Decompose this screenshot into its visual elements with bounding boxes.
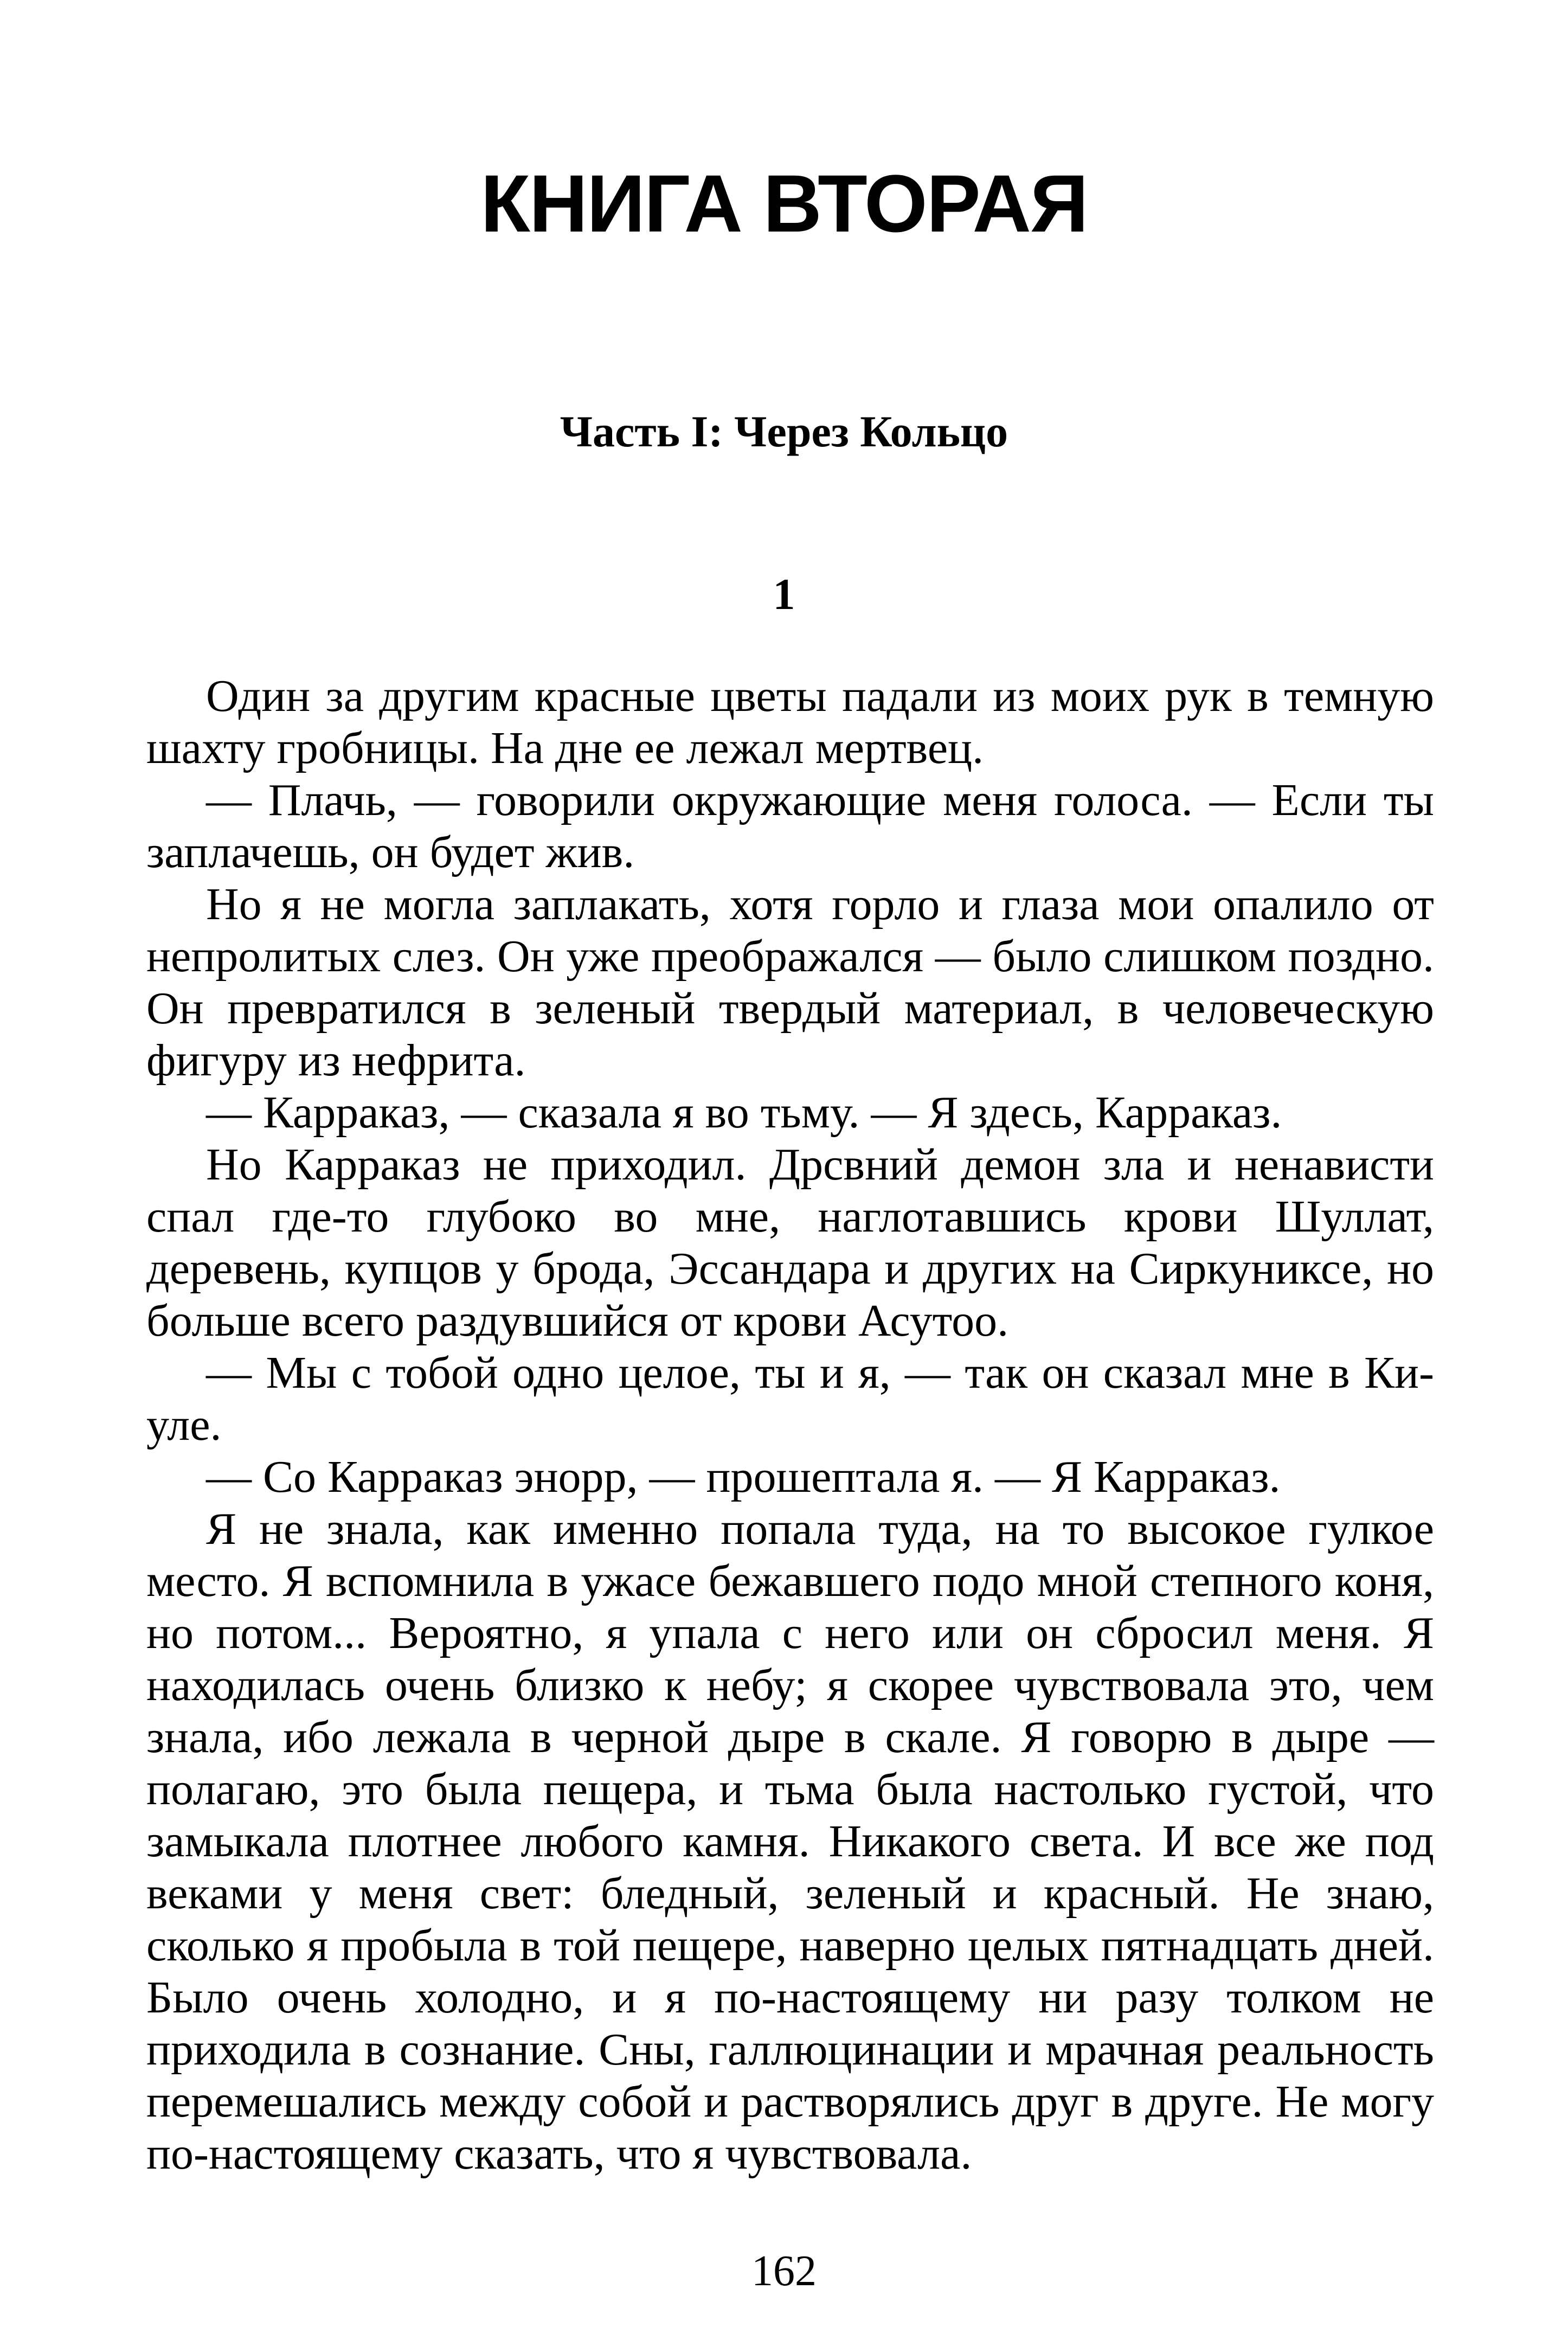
body-text bbox=[146, 670, 1434, 2180]
chapter-number: 1 bbox=[773, 569, 795, 619]
paragraph: Один за другим красные цветы падали из моих рук в темную шахту гробницы. На дне ее лежал мертвец. bbox=[146, 671, 1434, 773]
book-title: КНИГА ВТОРАЯ bbox=[480, 158, 1088, 249]
paragraph: Но Карраказ не приходил. Дрсвний демон зла и ненависти спал где-то глубоко во мне, наглотавшись крови Шуллат, деревень, купцов у брода, Эссандара и других на Сиркуниксе, но больше всего раздувшийся от крови Асутоо. bbox=[146, 1139, 1434, 1346]
part-title: Часть I: Через Кольцо bbox=[560, 407, 1008, 456]
page-number: 162 bbox=[751, 2247, 817, 2295]
paragraph: — Карраказ, — сказала я во тьму. — Я здесь, Карраказ. bbox=[206, 1087, 1282, 1138]
paragraph: Я не знала, как именно попала туда, на то высокое гулкое место. Я вспомнила в ужасе бежавшего подо мной степного коня, но потом... Вероятно, я упала с него или он сбросил меня. Я находилась очень близко к небу; я скорее чувствовала это, чем знала, ибо лежала в черной дыре в скале. Я говорю в дыре — полагаю, это была пещера, и тьма была настолько густой, что замыкала плотнее любого камня. Никакого света. И все же под веками у меня свет: бледный, зеленый и красный. Не знаю, сколько я пробыла в той пещере, наверно целых пятнадцать дней. Было очень холодно, и я по-настоящему ни разу толком не приходила в сознание. Сны, галлюцинации и мрачная реальность перемешались между собой и растворялись друг в друге. Не могу по-настоящему сказать, что я чувствовала. bbox=[146, 1504, 1434, 2179]
paragraph: — Плачь, — говорили окружающие меня голоса. — Если ты заплачешь, он будет жив. bbox=[146, 775, 1434, 877]
paragraph: — Со Карраказ энорр, — прошептала я. — Я Карраказ. bbox=[206, 1452, 1281, 1502]
paragraph: Но я не могла заплакать, хотя горло и глаза мои опалило от непролитых слез. Он уже преображался — было слишком поздно. Он превратился в зеленый твердый материал, в человеческую фигуру из нефрита. bbox=[146, 879, 1434, 1086]
paragraph: — Мы с тобой одно целое, ты и я, — так он сказал мне в Ки-уле. bbox=[146, 1348, 1434, 1450]
